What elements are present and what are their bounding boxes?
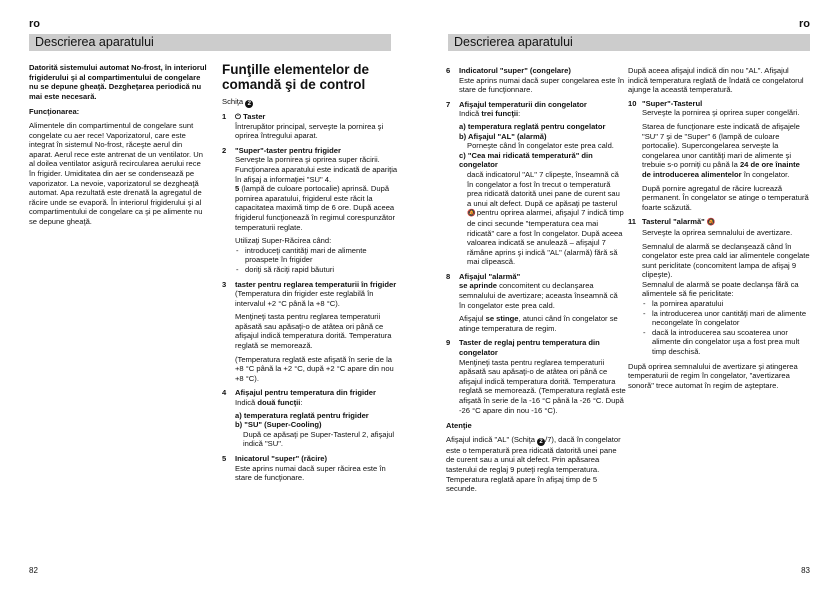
- item-9: [446, 338, 626, 415]
- bullet-item: - doriţi să răciţi rapid băuturi: [235, 265, 400, 275]
- item-text: Serveşte la pornirea şi oprirea super răcirii. Funcţionarea aparatului este indicată de apariţia în afişaj a informaţiei "SU" 4.: [235, 155, 398, 184]
- item-title: "Super"-Tasterul: [642, 98, 703, 108]
- item-text-2: Semnalul de alarmă se declanşează când în congelator este prea cald iar alimentele congelate sunt periclitate (concomitent lampa de afişaj 9 clipeşte).: [642, 241, 810, 280]
- item-number: 5: [222, 454, 227, 463]
- text-b: , atunci când în congelator se atinge temperatura de regim.: [459, 314, 618, 333]
- language-code: ro: [29, 18, 40, 30]
- item-text: Serveşte la pornirea şi oprirea super congelări.: [642, 108, 800, 118]
- item-title: Afişajul pentru temperatura din frigider: [235, 388, 376, 398]
- power-icon: ⏻: [235, 112, 242, 121]
- item-2: [222, 146, 400, 275]
- item-text-3: Semnalul de alarmă se poate declanşa fără ca alimentele să fie periclitate:: [642, 279, 799, 299]
- lead-bold: trei funcţii: [481, 109, 519, 119]
- page-number: 82: [29, 566, 38, 575]
- ref-number: 5: [235, 184, 240, 194]
- item-4: [222, 388, 400, 449]
- item-text: Serveşte la oprirea semnalului de avertizare.: [642, 227, 793, 237]
- item-text: Menţineţi tasta pentru reglarea temperaturii apăsată sau apăsaţi-o de atâtea ori până ce afişajul indică temperatura dorită. Temperatura reglată se memorează. (Temperatura reglată este afişată în serie de la -16 °C până la -26 °C. După -26 °C apare din nou -16 °C).: [459, 357, 626, 415]
- item-text: (Temperatura din frigider este reglabilă în intervalul +2 °C până la +8 °C).: [235, 289, 374, 308]
- col2-intro: După aceea afişajul indică din nou "AL". Afişajul indică temperatura reglată de îndată ce congelatorul ajunge la această temperatură.: [628, 66, 804, 95]
- item-text: Este aprins numai dacă super congelarea este în stare de funcţionnare.: [459, 75, 625, 95]
- item-title-text: Tasterul "alarmă": [642, 217, 705, 227]
- text-bold: 24 de ore înainte de introducerea alimentelor: [642, 160, 800, 179]
- item-6: [446, 66, 626, 95]
- item-number: 10: [628, 98, 637, 108]
- section-header: Descrierea aparatului: [29, 34, 391, 51]
- sub-item-c-text-1: dacă indicatorul "AL" 7 clipeşte, înseamnă că în congelator a fost în trecut o temperatură prea ridicată datorită unei pane de curent sau a unui alt defect. După ce apăsaţi pe tasterul: [467, 169, 620, 208]
- section-title: Funţille elementelor de comandă şi de control: [222, 62, 370, 92]
- lead-end: :: [518, 109, 521, 119]
- left-column-1: [29, 63, 207, 231]
- lead-end: :: [300, 398, 303, 408]
- item-number: 3: [222, 279, 227, 289]
- item-title-text: Taster: [243, 112, 266, 121]
- attention-text-b: /7), dacă în congelator este o temperatură prea ridicată datorită unei pane de curent sau a unui alt defect. Prin apăsarea tasterului de reglaj 9 puteţi regla temperatura. Temperatura reglată apare în afişaj timp de 5 secunde.: [446, 434, 621, 494]
- item-10: [628, 99, 810, 213]
- schita-label: Schiţa: [222, 97, 244, 106]
- item-1: [222, 112, 400, 141]
- attention-title: Atenţie: [446, 421, 472, 431]
- sub-item-a: a) temperatura reglată pentru congelator: [459, 121, 606, 131]
- sub-item-b-text: După ce apăsaţi pe Super-Tasterul 2, afişajul indică "SU".: [243, 429, 395, 449]
- section-header: Descrierea aparatului: [448, 34, 810, 51]
- sub-item-b: b) "SU" (Super-Cooling): [235, 420, 322, 430]
- item-text-2: Menţineţi tasta pentru reglarea temperaturii apăsată sau apăsaţi-o de atâtea ori până ce afişajul indică temperatura dorită. Temperatura reglată se memorează.: [235, 312, 392, 351]
- item-number: 4: [222, 388, 227, 398]
- left-page: [0, 0, 419, 595]
- item-number: 8: [446, 271, 451, 281]
- sub-item-b-text: Porneşte când în congelator este prea cald.: [467, 141, 614, 151]
- page-number: 83: [801, 566, 810, 575]
- item-text-2: [459, 314, 626, 333]
- bullet-item: - la pornirea aparatului: [642, 299, 810, 309]
- item-text-2: [642, 122, 810, 180]
- item-3: [222, 280, 400, 384]
- right-column-1: [446, 66, 626, 498]
- item-title: [235, 112, 400, 122]
- sub-item-a: a) temperatura reglată pentru frigider: [235, 410, 369, 420]
- text-bold: se aprinde: [459, 281, 497, 291]
- item-number: 9: [446, 338, 451, 348]
- text-body: Starea de funcţionare este indicată de afişajele "SU" 7 şi de "Super" 6 (lampă de culoare portocalie). Supercongelarea serveşte la congelarea unor cantităţi mari de alimente şi trebuie s-o porniţi cu până la: [642, 121, 800, 170]
- item-text: Întrerupător principal, serveşte la pornirea şi oprirea întregului aparat.: [235, 121, 384, 141]
- item-title: Indicatorul "super" (congelare): [459, 66, 571, 75]
- item-title: Taster de reglaj pentru temperatura din congelator: [459, 338, 600, 358]
- attention-text: [446, 435, 626, 494]
- left-column-2: [222, 63, 400, 488]
- intro-text: Datorită sistemului automat No-frost, în interiorul frigiderului şi al compartimentului de congelare nu se depune gheaţă. Dezgheţarea periodică nu mai este necesară.: [29, 63, 207, 101]
- functioning-text: Alimentele din compartimentul de congelare sunt congelate cu aer rece! Vaporizatorul, care este integrat în sistemul No-frost, răceşte aerul din aparat. Aerul rece este antrenat de un ventilator. Un al doilea ventilator asigură recircularea aerului rece în frigider. Umiditatea din aer se condensează pe vaporizator. La nevoie, vaporizatorul se dezgheaţă automat. Apa rezultată este drenată la agregatul de răcire unde se evaporă. În interiorul frigiderului şi al compartimentului de congelare ca şi pe alimente nu se depune gheaţă.: [29, 120, 203, 226]
- sub-item-b: b) Afişajul "AL" (alarmă): [459, 131, 547, 141]
- sub-item-c-text-2: pentru oprirea alarmei, afişajul 7 indică timp de cinci secunde "temperatura cea mai ridicată" care a fost în congelator. După aceea valoarea indicată se anulează – afişajul 7 rămâne aprins şi indică "AL" (alarmă) fără să mai clipească.: [467, 208, 624, 267]
- item-5: [222, 454, 400, 483]
- bullet-item: - introduceţi cantităţi mari de alimente proaspete în frigider: [235, 246, 400, 265]
- item-number: 11: [628, 217, 637, 227]
- item-number: 1: [222, 112, 227, 121]
- item-title: Afişajul temperaturii din congelator: [459, 99, 587, 109]
- sub-item-c-text: [459, 170, 626, 267]
- item-11: [628, 217, 810, 356]
- item-8: [446, 272, 626, 334]
- item-text-2: [235, 184, 400, 232]
- lead-bold: două funcţii: [257, 398, 301, 408]
- alarm-icon: 🔕: [467, 210, 475, 218]
- functioning-title: Funcţionarea:: [29, 107, 80, 117]
- item-number: 6: [446, 66, 451, 75]
- item-number: 7: [446, 99, 451, 109]
- bullet-item: - dacă la introducerea sau scoaterea unor alimente din congelator uşa a fost prea mult timp deschisă.: [642, 328, 810, 357]
- closing-text: După oprirea semnalului de avertizare şi atingerea temperaturii de regim în congelator, "avertizarea sonoră" trece automat în regim de aşteptare.: [628, 361, 798, 390]
- item-number: 2: [222, 145, 227, 155]
- text-a: Afişajul: [459, 314, 486, 324]
- item-title: taster pentru reglarea temperaturii în frigider: [235, 279, 397, 289]
- item-title: Afişajul "alarmă": [459, 271, 521, 281]
- attention-text-a: Afişajul indică "AL" (Schiţa: [446, 434, 538, 444]
- bullet-item: - la introducerea unor cantităţi mari de alimente necongelate în congelator: [642, 309, 810, 328]
- lead-text: Indică: [459, 109, 482, 119]
- alarm-icon: 🔕: [706, 219, 715, 227]
- right-page: [420, 0, 839, 595]
- use-title: Utilizaţi Super-Răcirea când:: [235, 236, 332, 246]
- item-text-3: După pornire agregatul de răcire lucrează permanent. În congelator se atinge o temperatură foarte scăzută.: [642, 183, 809, 212]
- lead-text: Indică: [235, 398, 258, 408]
- item-title: [642, 217, 810, 228]
- item-text-3: (Temperatura reglată este afişată în serie de la +8 °C până la +2 °C, după +2 °C apare din nou +8 °C).: [235, 354, 394, 383]
- sub-item-c: c) "Cea mai ridicată temperatură" din congelator: [459, 150, 593, 170]
- item-lead: [459, 109, 626, 119]
- schita-ref: [222, 97, 400, 108]
- text-body: concomitent cu declanşarea semnalului de avertizare; aceasta înseamnă că în congelator este prea cald.: [459, 281, 618, 310]
- item-7: [446, 100, 626, 267]
- language-code: ro: [799, 18, 810, 30]
- item-lead: [235, 398, 400, 408]
- figure-ref-badge: 2: [245, 100, 253, 108]
- item-text: [459, 281, 626, 310]
- text-end: în congelator.: [741, 169, 790, 179]
- item-title: "Super"-taster pentru frigider: [235, 145, 341, 155]
- text-bold: se stinge: [485, 314, 519, 324]
- item-title: Inicatorul "super" (răcire): [235, 454, 328, 463]
- item-text-2-body: (lampă de culoare portocalie) aprinsă. După pornirea aparatului, frigiderul este răcit la capacitatea maximă timp de 6 ore. După aceea frigiderul funcţionează în regimul corespunzător temperaturii reglate.: [235, 184, 395, 232]
- figure-ref-badge: 2: [537, 438, 545, 446]
- right-column-2: [628, 66, 810, 394]
- item-text: Este aprins numai dacă super răcirea este în stare de funcţionare.: [235, 463, 386, 483]
